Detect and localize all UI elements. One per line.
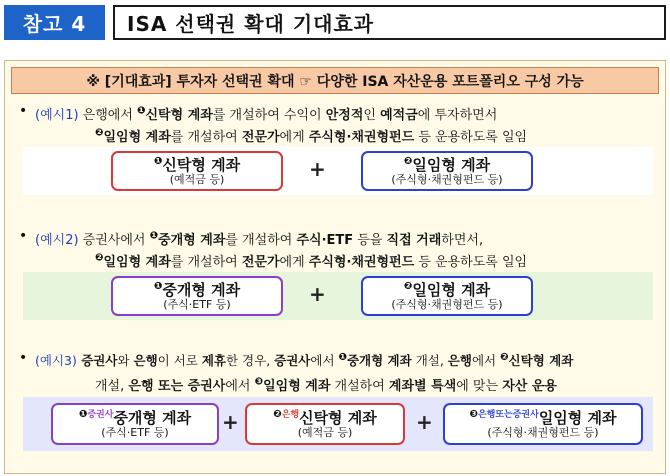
example-2-line-2 [95, 251, 527, 270]
bank-tag: 은행 [281, 409, 300, 420]
box-name: 일임형 계좌 [412, 280, 491, 299]
text: 에게 [279, 130, 309, 145]
text: 개설, [411, 353, 448, 368]
circled-2: ❷ [273, 408, 282, 420]
discretionary-account-title [469, 409, 616, 427]
circled-1: ❶ [153, 155, 163, 167]
asset-management-text: 자산 운용 [502, 379, 557, 394]
expert-text: 전문가 [241, 130, 280, 145]
discretionary-account-text: 일임형 계좌 [263, 379, 331, 394]
discretionary-account-sub: (주식형·채권형펀드 등) [391, 172, 503, 186]
text: 인 [363, 108, 381, 123]
circled-1: ❶ [78, 408, 88, 420]
text: 은행에서 [78, 108, 138, 123]
circled-3: ❸ [469, 408, 478, 420]
trust-account-sub: (예적금 등) [169, 172, 225, 186]
example-1-line-2 [95, 126, 527, 145]
trust-account-sub: (예적금 등) [297, 425, 353, 439]
partnership-text: 제휴 [201, 353, 226, 368]
bullet-example-3: • [19, 350, 28, 366]
discretionary-account-box [361, 151, 533, 191]
discretionary-account-text: 일임형 계좌 [103, 130, 171, 145]
text: 등을 [353, 233, 387, 248]
trust-account-box [111, 151, 283, 191]
example-3-line-2 [95, 375, 557, 394]
plus-sign: + [309, 282, 326, 306]
discretionary-account-box [443, 403, 643, 445]
box-name: 신탁형 계좌 [162, 155, 241, 174]
discretionary-account-box [361, 276, 533, 316]
discretionary-account-sub: (주식형·채권형펀드 등) [391, 297, 503, 311]
bank-or-securities-text: 은행 또는 증권사 [128, 379, 226, 394]
circled-2: ❷ [403, 280, 413, 292]
text: 등 운용하도록 일임 [414, 130, 528, 145]
plus-sign: + [222, 410, 239, 434]
text: 를 개설하여 수익이 [212, 108, 326, 123]
text: 와 [117, 353, 134, 368]
direct-trade-text: 직접 거래 [386, 233, 442, 248]
text: 에서 [310, 353, 339, 368]
trust-account-title [273, 409, 377, 427]
text: 개설, [95, 379, 129, 394]
bullet-example-2: • [19, 228, 28, 244]
discretionary-account-title [404, 281, 490, 299]
page-title: ISA 선택권 확대 기대효과 [113, 5, 666, 40]
bullet-example-1: • [19, 103, 28, 119]
plus-sign: + [416, 410, 433, 434]
example-2-diagram [23, 272, 653, 320]
example-2-line-1 [35, 229, 483, 248]
discretionary-account-title [404, 156, 490, 174]
example-1-diagram [23, 147, 653, 195]
brokerage-account-text: 중개형 계좌 [158, 233, 226, 248]
expected-effect-banner: ※ [기대효과] 투자자 선택권 확대 ☞ 다양한 ISA 자산운용 포트폴리오 구성 가능 [11, 67, 659, 94]
box-name: 중개형 계좌 [162, 280, 241, 299]
box-name: 중개형 계좌 [113, 408, 192, 427]
text: 를 개설하여 [225, 233, 297, 248]
expert-text: 전문가 [241, 255, 280, 270]
brokerage-account-box [51, 403, 219, 445]
content-panel [4, 60, 666, 474]
box-name: 일임형 계좌 [538, 408, 617, 427]
example-3-diagram [23, 397, 653, 451]
securities-tag: 증권사 [87, 409, 114, 420]
circled-1: ❶ [338, 351, 347, 363]
example-2-label: (예시2) [35, 233, 79, 248]
text: 에 맞는 [456, 379, 503, 394]
text: 를 개설하여 [170, 130, 242, 145]
example-3-label: (예시3) [35, 353, 77, 368]
stable-text: 안정적 [325, 108, 364, 123]
text: 에 투자하면서 [417, 108, 498, 123]
fund-text: 주식형·채권형펀드 [308, 255, 415, 270]
deposit-text: 예적금 [380, 108, 418, 123]
trust-account-text: 신탁형 계좌 [145, 108, 213, 123]
securities-text: 증권사 [274, 353, 311, 368]
brokerage-account-box [111, 276, 283, 316]
circled-2: ❷ [500, 351, 509, 363]
text: 에서 [225, 379, 255, 394]
text: 를 개설하여 [170, 255, 242, 270]
securities-text: 증권사 [76, 353, 118, 368]
circled-2: ❷ [95, 127, 104, 139]
brokerage-account-title [154, 281, 240, 299]
example-1-line-1 [35, 104, 497, 123]
bank-text: 은행 [133, 353, 158, 368]
text: 이 서로 [157, 353, 202, 368]
discretionary-account-sub: (주식형·채권형펀드 등) [487, 425, 599, 439]
stock-etf-text: 주식·ETF [296, 233, 354, 248]
text: 에서 [471, 353, 501, 368]
fund-text: 주식형·채권형펀드 [308, 130, 415, 145]
discretionary-account-text: 일임형 계좌 [103, 255, 171, 270]
box-name: 일임형 계좌 [412, 155, 491, 174]
reference-tag: 참고 4 [4, 5, 105, 40]
brokerage-account-sub: (주식·ETF 등) [101, 425, 169, 439]
circled-1: ❶ [149, 230, 159, 242]
brokerage-account-sub: (주식·ETF 등) [163, 297, 231, 311]
trust-account-box [245, 403, 405, 445]
text: 에게 [279, 255, 309, 270]
text: 증권사에서 [78, 233, 150, 248]
example-1-label: (예시1) [35, 108, 79, 123]
trust-account-title [154, 156, 240, 174]
trust-account-text: 신탁형 계좌 [508, 353, 574, 368]
text: 등 운용하도록 일임 [414, 255, 528, 270]
box-name: 신탁형 계좌 [299, 408, 377, 427]
circled-1: ❶ [137, 105, 146, 117]
text: 하면서, [441, 233, 484, 248]
account-feature-text: 계좌별 특색 [388, 379, 457, 394]
circled-1: ❶ [153, 280, 163, 292]
bank-text: 은행 [447, 353, 472, 368]
circled-3: ❸ [254, 376, 264, 388]
brokerage-account-text: 중개형 계좌 [346, 353, 412, 368]
brokerage-account-title [79, 409, 191, 427]
bank-or-securities-tag: 은행또는증권사 [477, 409, 539, 420]
circled-2: ❷ [95, 252, 104, 264]
plus-sign: + [309, 157, 326, 181]
text: 개설하여 [330, 379, 389, 394]
circled-2: ❷ [403, 155, 413, 167]
example-3-line-1 [35, 351, 573, 369]
text: 한 경우, [226, 353, 275, 368]
